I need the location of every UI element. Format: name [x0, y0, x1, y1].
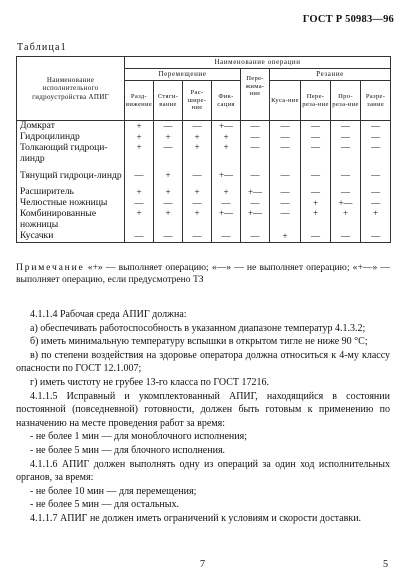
table-cell: — — [270, 187, 301, 198]
note-text: «+» — выполняет операцию; «—» — не выполняет операцию; «+—» — выполняет операцию, если предусмотрено ТЗ — [16, 262, 390, 286]
table-cell: +— — [331, 198, 361, 209]
table-cell: — — [270, 198, 301, 209]
paragraph: б) иметь минимальную температуру вспышки в открытом тигле не ниже 90 °С; — [30, 336, 368, 348]
table-cell: — — [241, 165, 270, 187]
table-cell: + — [212, 187, 241, 198]
table-cell: — — [241, 198, 270, 209]
operations-table — [16, 56, 391, 243]
table-cell: — — [241, 143, 270, 165]
table-cell: + — [154, 187, 183, 198]
table-cell: + — [183, 132, 212, 143]
table-cell: — — [212, 231, 241, 243]
row-name: Толкающий гидроци-линдр — [17, 143, 125, 165]
table-cell: — — [331, 231, 361, 243]
row-name: Кусачки — [17, 231, 125, 243]
paragraph: а) обеспечивать работоспособность в указанном диапазоне температур 4.1.3.2; — [30, 322, 366, 334]
table-cell: — — [331, 187, 361, 198]
paragraph: - не более 5 мин — для блочного исполнения. — [30, 444, 226, 456]
column-header: Куса-ние — [270, 81, 301, 121]
paragraph: 4.1.1.7 АПИГ не должен иметь ограничений к условиям и скорости доставки. — [30, 512, 362, 524]
table-cell: — — [301, 132, 331, 143]
table-cell: + — [125, 209, 154, 231]
note-label: Примечание — [16, 262, 85, 273]
table-cell: + — [154, 209, 183, 231]
name-column-header: Наименование исполнительного гидроустройства АПИГ — [17, 57, 125, 121]
table-cell: + — [212, 143, 241, 165]
table-cell: — — [301, 121, 331, 133]
column-header: Фик-сация — [212, 81, 241, 121]
table-cell: — — [301, 165, 331, 187]
table-cell: +— — [212, 165, 241, 187]
column-header: Пере-реза-ние — [301, 81, 331, 121]
table-cell: — — [125, 231, 154, 243]
table-note — [16, 262, 390, 287]
table-cell: + — [183, 187, 212, 198]
table-cell: +— — [212, 209, 241, 231]
table-cell: — — [361, 143, 391, 165]
row-name: Расширитель — [17, 187, 125, 198]
table-cell: — — [301, 231, 331, 243]
table-cell: — — [331, 165, 361, 187]
table-cell: — — [361, 132, 391, 143]
table-cell: — — [270, 143, 301, 165]
table-cell: — — [183, 198, 212, 209]
column-header: Разд-вижение — [125, 81, 154, 121]
table-cell: — — [183, 231, 212, 243]
table-row — [17, 209, 391, 231]
table-cell: +— — [241, 187, 270, 198]
paragraph: - не более 1 мин — для моноблочного исполнения; — [30, 431, 248, 443]
column-header: Разре-зание — [361, 81, 391, 121]
table-cell: + — [183, 143, 212, 165]
table-cell: — — [270, 132, 301, 143]
operations-header: Наименование операции — [125, 57, 391, 69]
table-cell: — — [361, 187, 391, 198]
table-row — [17, 165, 391, 187]
table-cell: + — [301, 209, 331, 231]
table-cell: — — [183, 121, 212, 133]
table-cell: — — [270, 121, 301, 133]
table-cell: — — [154, 143, 183, 165]
table-cell: — — [125, 165, 154, 187]
paragraph: - не более 10 мин — для перемещения; — [30, 485, 197, 497]
row-name: Гидроцилиндр — [17, 132, 125, 143]
paragraph: 4.1.1.6 АПИГ должен выполнять одну из операций за один ход исполнительных органов, за время: — [16, 458, 390, 484]
table-row — [17, 231, 391, 243]
row-name: Комбинированные ножницы — [17, 209, 125, 231]
paragraph: г) иметь чистоту не грубее 13-го класса по ГОСТ 17216. — [30, 376, 270, 388]
paragraph: - не более 5 мин — для остальных. — [30, 499, 179, 511]
table-cell: — — [270, 165, 301, 187]
table-cell: + — [270, 231, 301, 243]
table-cell: + — [125, 143, 154, 165]
table-cell: + — [125, 187, 154, 198]
table-cell: + — [301, 198, 331, 209]
table-cell: + — [125, 132, 154, 143]
table-cell: + — [331, 209, 361, 231]
table-cell: — — [154, 198, 183, 209]
column-header: Стяги-вание — [154, 81, 183, 121]
table-cell: +— — [212, 121, 241, 133]
table-cell: — — [331, 143, 361, 165]
table-cell: — — [241, 231, 270, 243]
paragraph: в) по степени воздействия на здоровье оператора должна относиться к 4-му классу опасности по ГОСТ 12.1.007; — [16, 349, 390, 375]
table-cell: — — [301, 143, 331, 165]
column-header: Про-реза-ние — [331, 81, 361, 121]
table-cell: — — [331, 121, 361, 133]
page-number-right: 5 — [383, 559, 388, 570]
paragraph: 4.1.1.4 Рабочая среда АПИГ должна: — [30, 309, 187, 320]
table-cell: — — [361, 165, 391, 187]
table-cell: — — [154, 231, 183, 243]
table-cell: + — [212, 132, 241, 143]
table-caption: Таблица1 — [17, 42, 67, 53]
table-cell: — — [241, 121, 270, 133]
page-number-left: 7 — [200, 559, 205, 570]
table-row — [17, 198, 391, 209]
body-text — [16, 308, 390, 526]
table-cell: + — [154, 132, 183, 143]
table-cell: + — [183, 209, 212, 231]
group-move-header: Перемещение — [125, 69, 241, 81]
table-cell: + — [154, 165, 183, 187]
table-cell: — — [183, 165, 212, 187]
row-name: Челюстные ножницы — [17, 198, 125, 209]
table-cell: +— — [241, 209, 270, 231]
column-header: Рас-шире-ние — [183, 81, 212, 121]
table-cell: — — [154, 121, 183, 133]
table-cell: — — [241, 132, 270, 143]
table-row — [17, 143, 391, 165]
table-cell: + — [125, 121, 154, 133]
row-name: Тянущий гидроци-линдр — [17, 165, 125, 187]
table-row — [17, 132, 391, 143]
table-cell: — — [270, 209, 301, 231]
table-cell: — — [361, 198, 391, 209]
group-cut-header: Резание — [270, 69, 391, 81]
column-header: Пере-жима-ние — [241, 69, 270, 121]
paragraph: 4.1.1.5 Исправный и укомплектованный АПИГ, находящийся в состоянии постоянной (повседневной) готовности, должен быть готовым к применению по назначению на месте проведения работ за время: — [16, 390, 390, 429]
row-name: Домкрат — [17, 121, 125, 133]
table-cell: — — [125, 198, 154, 209]
table-cell: — — [361, 121, 391, 133]
table-cell: — — [301, 187, 331, 198]
table-cell: + — [361, 209, 391, 231]
table-cell: — — [361, 231, 391, 243]
table-cell: — — [212, 198, 241, 209]
table-cell: — — [331, 132, 361, 143]
document-header: ГОСТ Р 50983—96 — [302, 14, 394, 25]
